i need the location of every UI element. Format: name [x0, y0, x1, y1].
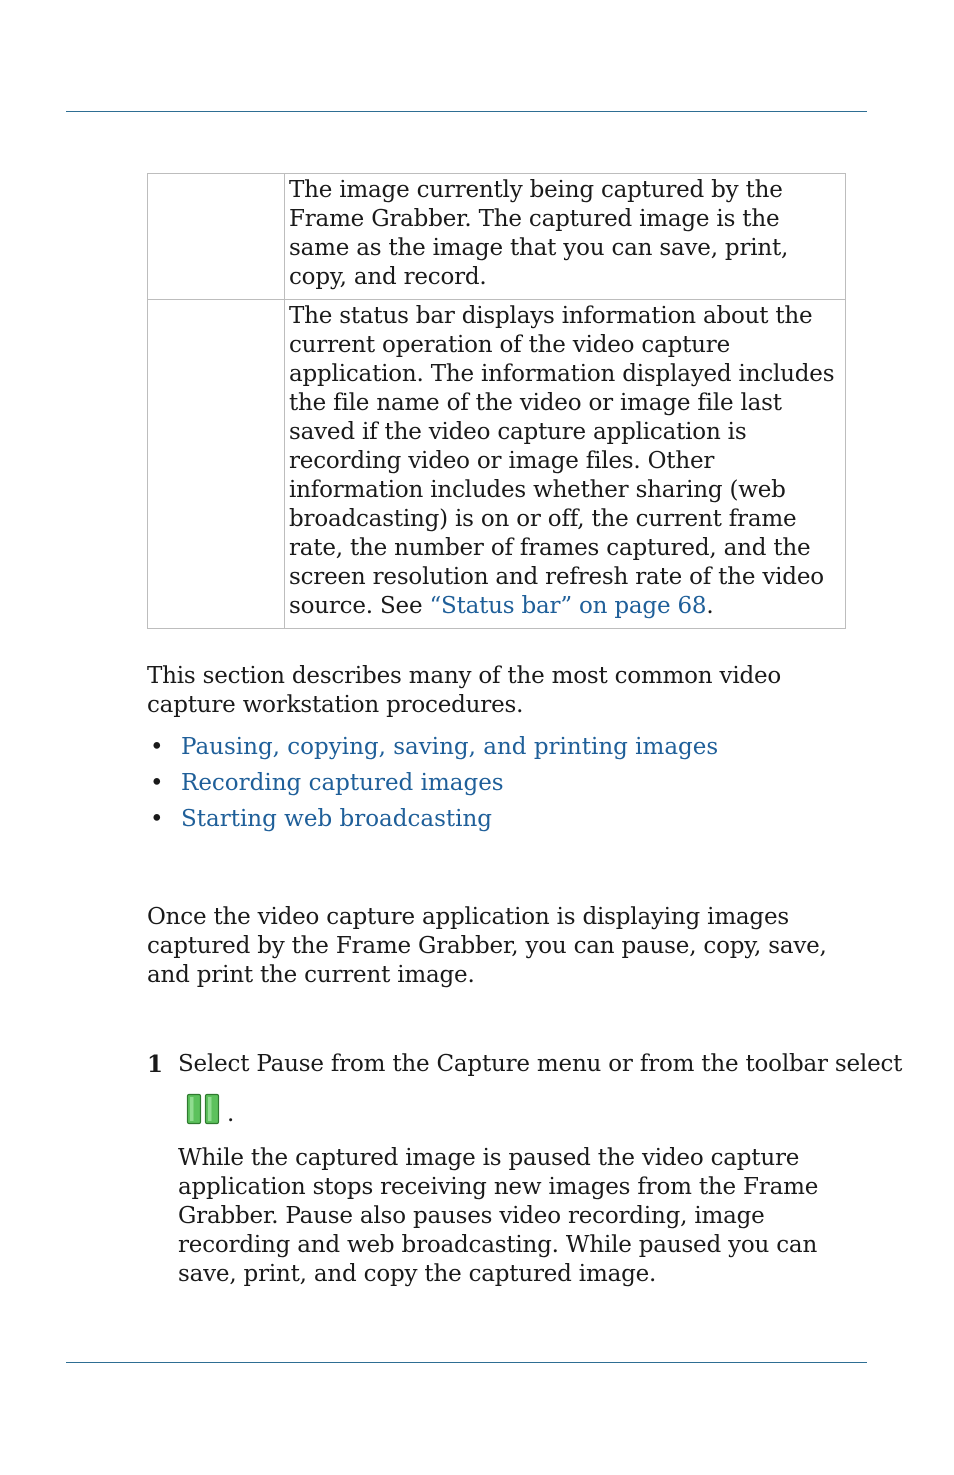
- list-item: [147, 732, 718, 768]
- list-item: [147, 768, 718, 804]
- pause-icon: [186, 1093, 220, 1125]
- header-rule: [66, 111, 867, 112]
- pausing-copying-saving-link[interactable]: Pausing, copying, saving, and printing images: [181, 734, 719, 760]
- bullet-icon: •: [150, 734, 164, 760]
- sentence-end: .: [706, 593, 714, 619]
- step-text: Select Pause from the Capture menu or from the toolbar select: [178, 1051, 903, 1077]
- list-item: [147, 804, 718, 840]
- step-end-punctuation: .: [227, 1101, 235, 1127]
- table-label-cell: [148, 174, 285, 300]
- table-row: [148, 174, 846, 300]
- status-bar-description: The status bar displays information about the current operation of the video capture application. The information displayed includes the file name of the video or image file last saved if the video capture application is recording video or image files. Other information includes whether sharing (web broadcasting) is on or off, the current frame rate, the number of frames captured, and the screen resolution and refresh rate of the video source. See: [289, 303, 835, 619]
- procedure-link-list: [147, 732, 718, 840]
- table-row: [148, 300, 846, 629]
- intro-paragraph: This section describes many of the most common video capture workstation procedures.: [147, 663, 782, 718]
- while-paused-paragraph: While the captured image is paused the video capture application stops receiving new images from the Frame Grabber. Pause also pauses video recording, image recording and web broadcasting. While paused you can save, print, and copy the captured image.: [178, 1145, 819, 1287]
- table-description-cell: The image currently being captured by the Frame Grabber. The captured image is the same as the image that you can save, print, copy, and record.: [285, 174, 846, 300]
- table-description-cell: [285, 300, 846, 629]
- bullet-icon: •: [150, 806, 164, 832]
- starting-web-broadcasting-link[interactable]: Starting web broadcasting: [181, 806, 493, 832]
- recording-captured-images-link[interactable]: Recording captured images: [181, 770, 504, 796]
- footer-rule: [66, 1362, 867, 1363]
- table-label-cell: [148, 300, 285, 629]
- status-bar-page-link[interactable]: “Status bar” on page 68: [429, 593, 707, 619]
- step-number: 1: [147, 1051, 163, 1078]
- once-paragraph: Once the video capture application is displaying images captured by the Frame Grabber, you can pause, copy, save, and print the current image.: [147, 904, 827, 988]
- description-table: [147, 173, 846, 629]
- bullet-icon: •: [150, 770, 164, 796]
